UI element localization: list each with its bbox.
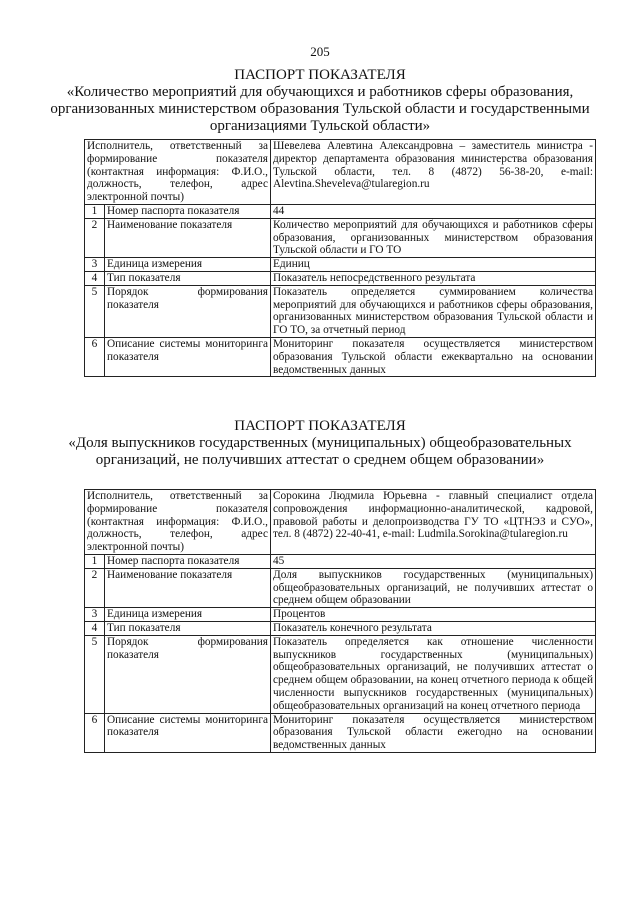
row-number-cell: 5: [85, 635, 105, 713]
row-label-cell: Наименование показателя: [105, 218, 271, 257]
passport-subtitle: «Доля выпускников государственных (муниципальных) общеобразовательных организаций, не получивших аттестат о среднем общем образовании»: [68, 435, 572, 468]
row-number-cell: 4: [85, 621, 105, 635]
row-number-cell: 1: [85, 204, 105, 218]
passport-subtitle: «Количество мероприятий для обучающихся и работников сферы образования, организованных министерством образования Тульской области и государственными организациями Тульской области»: [50, 84, 590, 134]
row-number-cell: 2: [85, 218, 105, 257]
executor-value-cell: Сорокина Людмила Юрьевна - главный специалист отдела сопровождения информационно-аналитической, кадровой, правовой работы и делопроизводства ГУ ТО «ЦТНЭЗ и СУО», тел. 8 (4872) 22-40-41, e-mail: Ludmila.Sorokina@tularegion.ru: [271, 490, 596, 555]
table-row: [85, 554, 596, 568]
table-row: [85, 271, 596, 285]
table-row: [85, 258, 596, 272]
row-value-cell: Показатель определяется как отношение численности выпускников государственных (муниципальных) общеобразовательных организаций, не получивших аттестат о среднем общем образовании, на конец отчетного периода к общей численности выпускников государственных (муниципальных) общеобразовательных организаций на конец отчетного периода: [271, 635, 596, 713]
row-number-cell: 1: [85, 554, 105, 568]
table-row: [85, 635, 596, 713]
row-label-cell: Описание системы мониторинга показателя: [105, 713, 271, 752]
table-row: [85, 568, 596, 607]
passport-heading: ПАСПОРТ ПОКАЗАТЕЛЯ: [234, 418, 406, 434]
row-label-cell: Тип показателя: [105, 271, 271, 285]
row-label-cell: Наименование показателя: [105, 568, 271, 607]
passport-table-1: [84, 139, 596, 377]
page-number: 205: [310, 44, 330, 59]
table-row: [85, 713, 596, 752]
passport-title-2: [40, 417, 600, 469]
row-value-cell: 44: [271, 204, 596, 218]
table-row: [85, 285, 596, 337]
table-row-executor: [85, 490, 596, 555]
table-row: [85, 608, 596, 622]
table-row: [85, 621, 596, 635]
row-number-cell: 4: [85, 271, 105, 285]
passport-heading: ПАСПОРТ ПОКАЗАТЕЛЯ: [234, 67, 406, 83]
row-value-cell: Процентов: [271, 608, 596, 622]
executor-value-cell: Шевелева Алевтина Александровна – заместитель министра - директор департамента образования министерства образования Тульской области, тел. 8 (4872) 56-38-20, e-mail: Alevtina.Sheveleva@tularegion.ru: [271, 140, 596, 205]
row-label-cell: Тип показателя: [105, 621, 271, 635]
row-number-cell: 6: [85, 337, 105, 376]
row-value-cell: Доля выпускников государственных (муниципальных) общеобразовательных организаций, не получивших аттестат о среднем общем образовании: [271, 568, 596, 607]
table-row: [85, 218, 596, 257]
row-label-cell: Описание системы мониторинга показателя: [105, 337, 271, 376]
row-value-cell: Показатель определяется суммированием количества мероприятий для обучающихся и работников сферы образования, организованных министерством образования Тульской области и ГО ТО, за отчетный период: [271, 285, 596, 337]
executor-label-cell: Исполнитель, ответственный за формирование показателя (контактная информация: Ф.И.О., должность, телефон, адрес электронной почты): [85, 140, 271, 205]
row-number-cell: 2: [85, 568, 105, 607]
row-number-cell: 6: [85, 713, 105, 752]
row-value-cell: Мониторинг показателя осуществляется министерством образования Тульской области ежегодно на основании ведомственных данных: [271, 713, 596, 752]
row-label-cell: Единица измерения: [105, 258, 271, 272]
row-label-cell: Номер паспорта показателя: [105, 554, 271, 568]
table-row-executor: [85, 140, 596, 205]
row-value-cell: 45: [271, 554, 596, 568]
row-label-cell: Порядок формирования показателя: [105, 285, 271, 337]
row-label-cell: Порядок формирования показателя: [105, 635, 271, 713]
row-value-cell: Количество мероприятий для обучающихся и работников сферы образования, организованных министерством образования Тульской области и ГО ТО: [271, 218, 596, 257]
table-row: [85, 337, 596, 376]
row-value-cell: Показатель непосредственного результата: [271, 271, 596, 285]
row-number-cell: 5: [85, 285, 105, 337]
row-number-cell: 3: [85, 608, 105, 622]
passport-title-1: [40, 66, 600, 135]
passport-table-2: [84, 489, 596, 753]
executor-label-cell: Исполнитель, ответственный за формирование показателя (контактная информация: Ф.И.О., должность, телефон, адрес электронной почты): [85, 490, 271, 555]
row-label-cell: Единица измерения: [105, 608, 271, 622]
row-value-cell: Показатель конечного результата: [271, 621, 596, 635]
row-value-cell: Мониторинг показателя осуществляется министерством образования Тульской области ежеквартально на основании ведомственных данных: [271, 337, 596, 376]
row-value-cell: Единиц: [271, 258, 596, 272]
row-label-cell: Номер паспорта показателя: [105, 204, 271, 218]
row-number-cell: 3: [85, 258, 105, 272]
table-row: [85, 204, 596, 218]
